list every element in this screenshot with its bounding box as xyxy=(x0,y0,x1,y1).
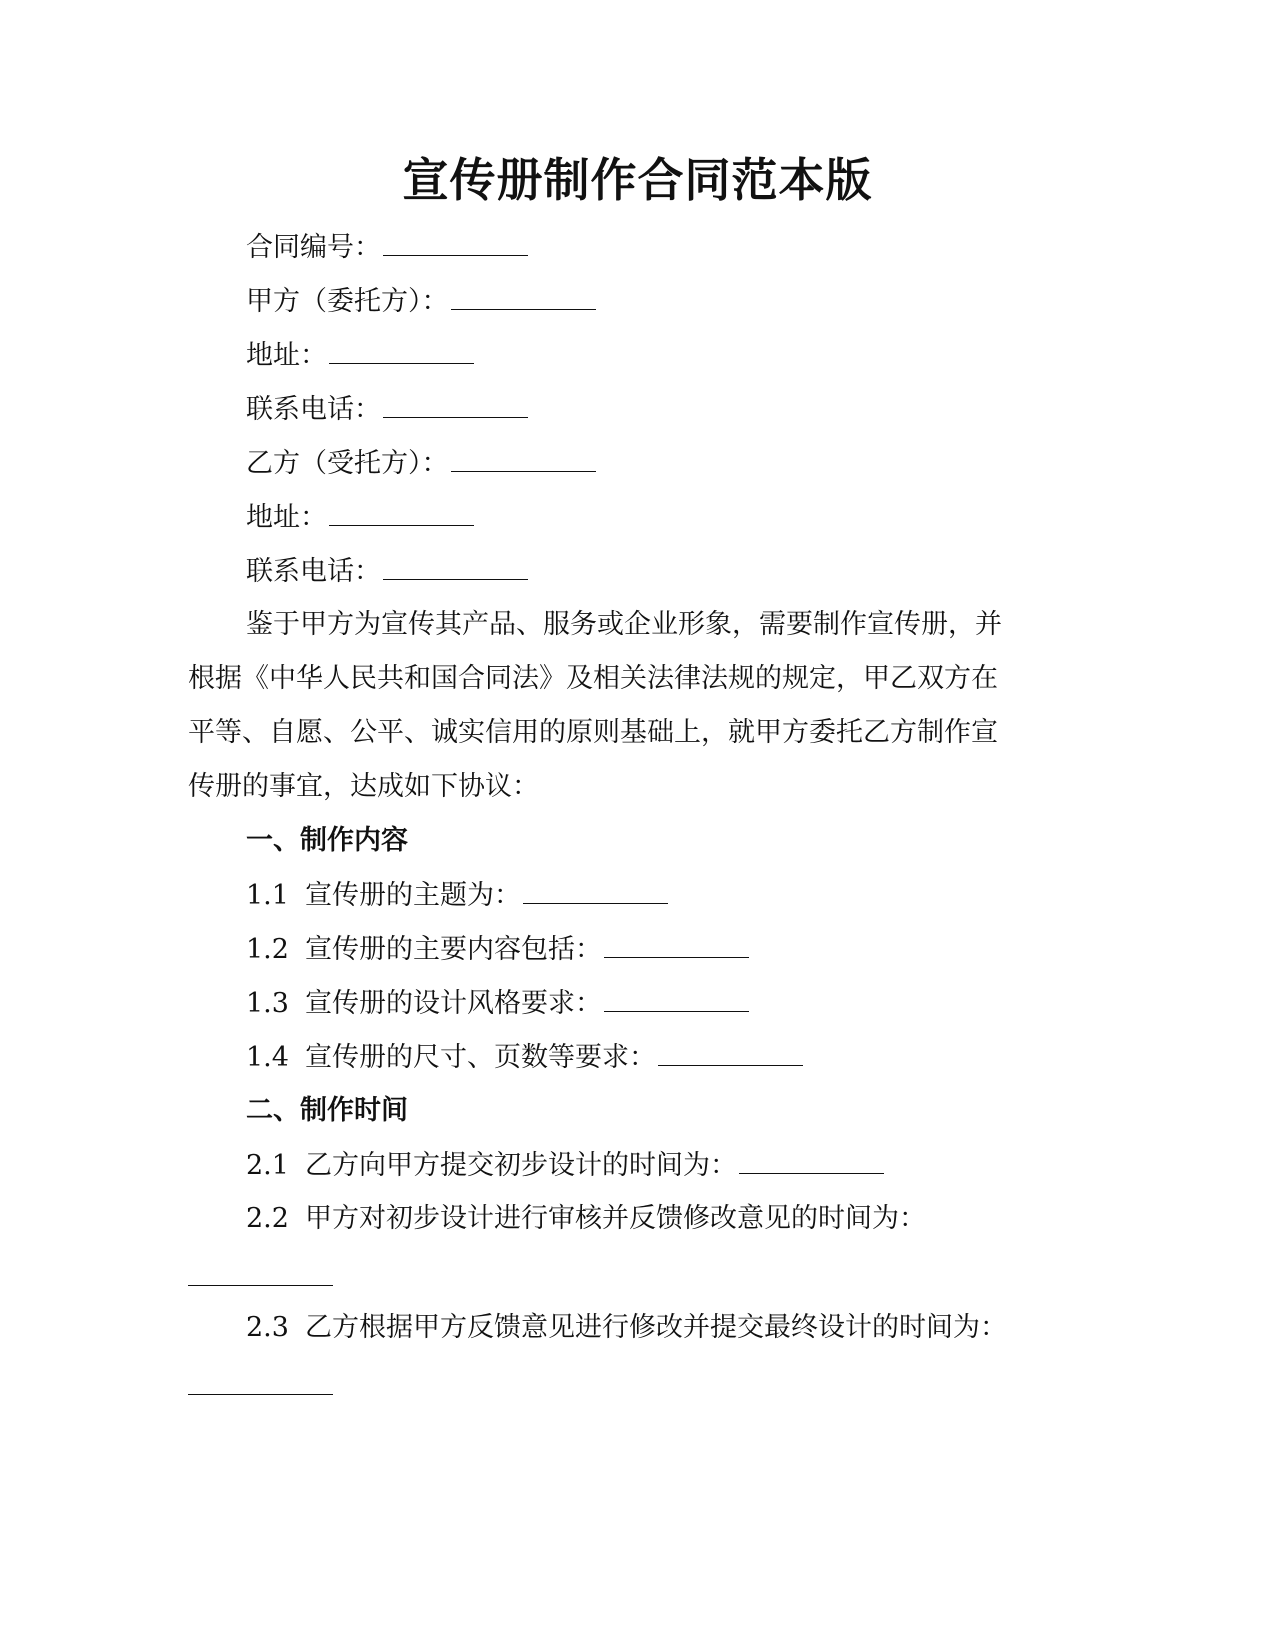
field-party-a-phone xyxy=(246,391,528,428)
document-title: 宣传册制作合同范本版 xyxy=(402,153,873,207)
fill-blank xyxy=(329,499,474,526)
field-party-b-address xyxy=(246,499,474,536)
clause-item xyxy=(246,1201,926,1237)
clause-text: 乙方向甲方提交初步设计的时间为： xyxy=(304,1150,737,1181)
field-label: 合同编号： xyxy=(246,232,381,263)
fill-blank xyxy=(329,337,474,364)
clause-item xyxy=(246,877,668,914)
field-label: 地址： xyxy=(246,340,327,371)
fill-blank xyxy=(188,1284,333,1286)
fill-blank xyxy=(658,1039,803,1066)
clause-item xyxy=(246,1147,884,1184)
fill-blank xyxy=(739,1147,884,1174)
clause-text: 乙方根据甲方反馈意见进行修改并提交最终设计的时间为： xyxy=(304,1312,1007,1343)
clause-item xyxy=(246,931,749,968)
clause-number: 1.1 xyxy=(246,880,289,911)
field-party-a xyxy=(246,283,596,320)
clause-number: 1.2 xyxy=(246,934,289,965)
clause-item xyxy=(246,985,749,1022)
field-label: 联系电话： xyxy=(246,556,381,587)
preamble-line: 根据《中华人民共和国合同法》及相关法律法规的规定，甲乙双方在 xyxy=(188,663,998,694)
clause-text: 宣传册的主题为： xyxy=(304,880,521,911)
clause-number: 2.2 xyxy=(246,1203,289,1234)
field-contract-number xyxy=(246,229,528,266)
clause-number: 1.3 xyxy=(246,988,289,1019)
clause-text: 甲方对初步设计进行审核并反馈修改意见的时间为： xyxy=(304,1203,926,1234)
section-heading: 一、制作内容 xyxy=(246,825,408,856)
fill-blank xyxy=(383,229,528,256)
fill-blank xyxy=(604,931,749,958)
section-heading: 二、制作时间 xyxy=(246,1095,408,1126)
fill-blank xyxy=(383,553,528,580)
field-party-a-address xyxy=(246,337,474,374)
fill-blank xyxy=(383,391,528,418)
clause-text: 宣传册的尺寸、页数等要求： xyxy=(304,1042,656,1073)
clause-item xyxy=(246,1310,1007,1346)
preamble-line: 平等、自愿、公平、诚实信用的原则基础上，就甲方委托乙方制作宣 xyxy=(188,717,998,748)
clause-text: 宣传册的主要内容包括： xyxy=(304,934,602,965)
preamble-line: 传册的事宜，达成如下协议： xyxy=(188,771,539,802)
clause-item xyxy=(246,1039,803,1076)
field-label: 联系电话： xyxy=(246,394,381,425)
fill-blank xyxy=(604,985,749,1012)
field-label: 地址： xyxy=(246,502,327,533)
clause-number: 2.1 xyxy=(246,1150,289,1181)
clause-number: 1.4 xyxy=(246,1042,289,1073)
fill-blank xyxy=(451,445,596,472)
fill-blank xyxy=(523,877,668,904)
fill-blank xyxy=(188,1393,333,1395)
preamble-line: 鉴于甲方为宣传其产品、服务或企业形象，需要制作宣传册，并 xyxy=(246,609,1002,640)
field-party-b xyxy=(246,445,596,482)
clause-number: 2.3 xyxy=(246,1312,289,1343)
clause-text: 宣传册的设计风格要求： xyxy=(304,988,602,1019)
field-label: 甲方（委托方）： xyxy=(246,286,449,317)
field-label: 乙方（受托方）： xyxy=(246,448,449,479)
field-party-b-phone xyxy=(246,553,528,590)
fill-blank xyxy=(451,283,596,310)
